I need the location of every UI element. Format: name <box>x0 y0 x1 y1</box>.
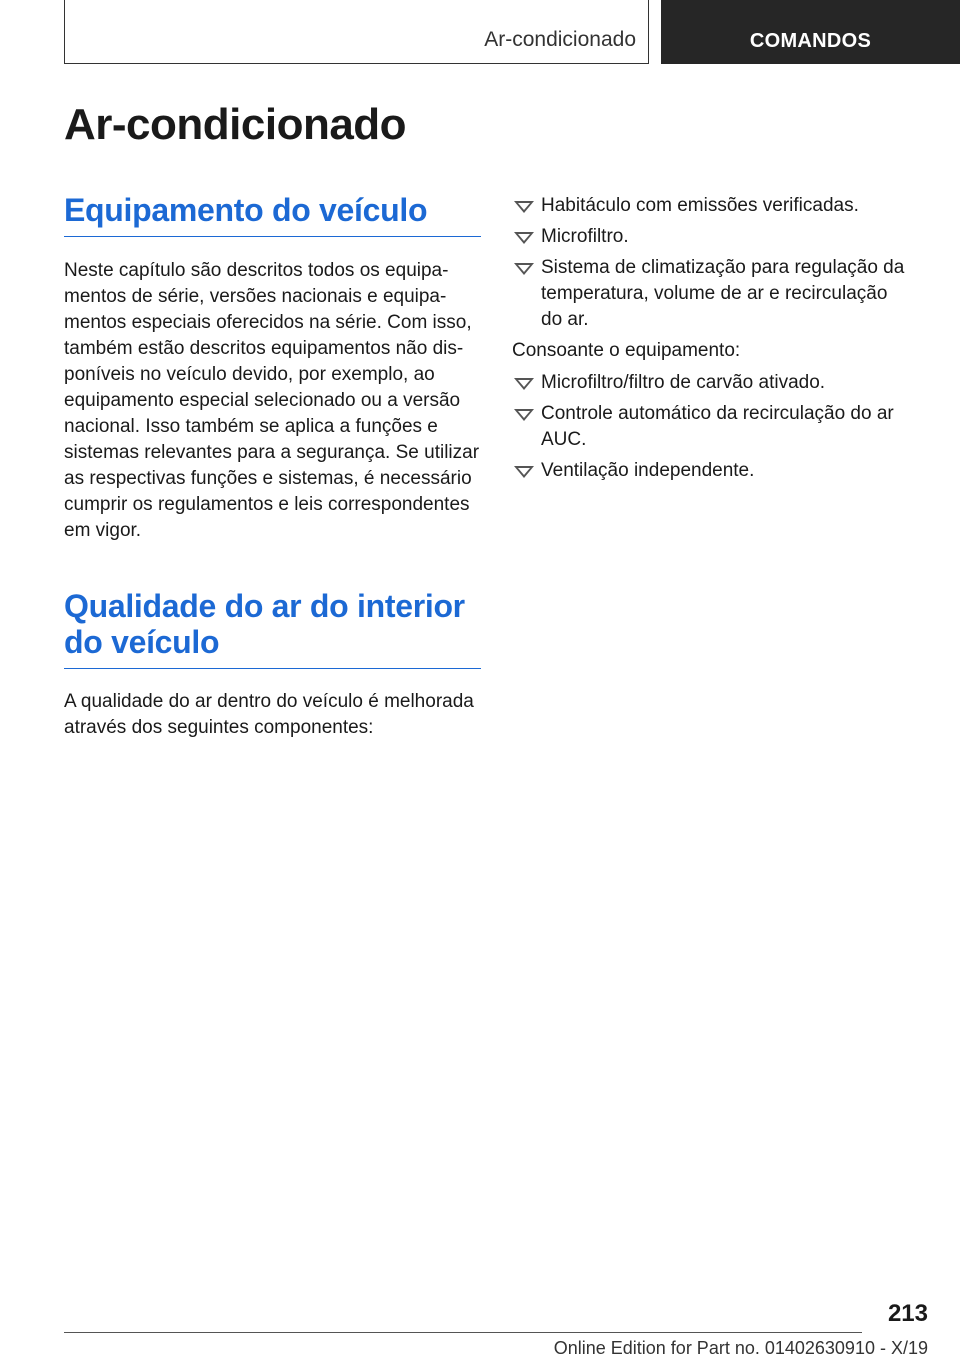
right-column <box>512 193 912 489</box>
triangle-bullet-icon <box>514 378 534 390</box>
page-title: Ar-condicionado <box>64 100 407 149</box>
equipment-paragraph: Neste capítulo são descritos todos os equipamentos de série, versões nacionais e equipamentos especiais oferecidos na série. Com isso, também estão descritos equipamentos não disponíveis no veículo devido, por exemplo, ao equipamento especial selecionado ou a versão nacional. Isso também se aplica a funções e sistemas relevantes para a segurança. Se utilizar as respectivas funções e sistemas, é necessário cumprir os regulamentos e leis correspondentes em vigor. <box>64 260 480 541</box>
optional-equipment-intro: Consoante o equipamento: <box>512 340 741 361</box>
list-item: Controle automático da recirculação do ar AUC. <box>512 401 912 453</box>
section-heading-equipment: Equipamento do veículo <box>64 192 428 228</box>
triangle-bullet-icon <box>514 466 534 478</box>
header-chapter-tab <box>661 0 960 64</box>
list-item: Ventilação independente. <box>512 458 912 484</box>
air-quality-paragraph: A qualidade do ar dentro do veículo é melhorada através dos seguintes componentes: <box>64 691 474 738</box>
footer-rule <box>64 1332 862 1333</box>
triangle-bullet-icon <box>514 201 534 213</box>
heading-rule <box>64 668 481 669</box>
list-item: Sistema de climatização para regulação da temperatura, volume de ar e recirculação do ar. <box>512 255 912 333</box>
component-list <box>512 193 912 333</box>
list-item: Microfiltro. <box>512 224 912 250</box>
header-chapter-label: COMANDOS <box>749 30 872 52</box>
triangle-bullet-icon <box>514 409 534 421</box>
list-item: Habitáculo com emissões verificadas. <box>512 193 912 219</box>
list-item: Microfiltro/filtro de carvão ativado. <box>512 370 912 396</box>
header-section-box <box>64 0 649 64</box>
heading-rule <box>64 236 481 237</box>
section-heading-air-quality: Qualidade do ar do interior do veículo <box>64 588 465 660</box>
header-section-title: Ar-condicionado <box>484 28 636 51</box>
triangle-bullet-icon <box>514 232 534 244</box>
triangle-bullet-icon <box>514 263 534 275</box>
footer-edition-text: Online Edition for Part no. 01402630910 - X/19 <box>553 1338 928 1358</box>
optional-component-list <box>512 370 912 484</box>
left-column <box>64 192 481 741</box>
section-air-quality <box>64 588 481 741</box>
page-number: 213 <box>887 1300 928 1327</box>
